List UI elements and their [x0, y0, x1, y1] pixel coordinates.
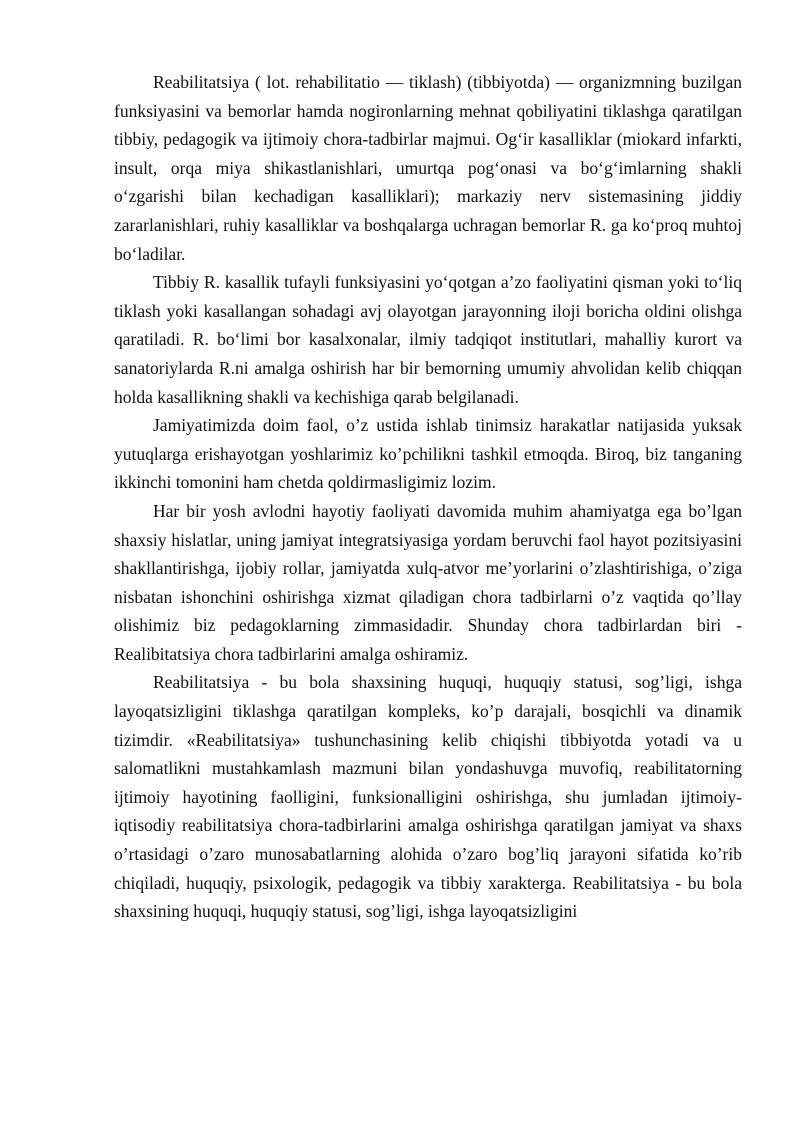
document-page	[114, 68, 742, 926]
paragraph-rehabilitation-definition: Reabilitatsiya ( lot. rehabilitatio — tiklash) (tibbiyotda) — organizmning buzilgan funksiyasini va bemorlar hamda nogironlarning mehnat qobiliyatini tiklashga qaratilgan tibbiy, pedagogik va ijtimoiy chora-tadbirlar majmui. Og‘ir kasalliklar (miokard infarkti, insult, orqa miya shikastlanishlari, umurtqa pog‘onasi va bo‘g‘imlarning shakli o‘zgarishi bilan kechadigan kasalliklari); markaziy nerv sistemasining jiddiy zararlanishlari, ruhiy kasalliklar va boshqalarga uchragan bemorlar R. ga ko‘proq muhtoj bo‘ladilar.	[114, 72, 742, 264]
paragraph-medical-rehabilitation: Tibbiy R. kasallik tufayli funksiyasini yo‘qotgan a’zo faoliyatini qisman yoki to‘liq tiklash yoki kasallangan sohadagi avj olayotgan jarayonning iloji boricha oldini olishga qaratiladi. R. bo‘limi bor kasalxonalar, ilmiy tadqiqot institutlari, mahalliy kurort va sanatoriylarda R.ni amalga oshirish har bir bemorning umumiy ahvolidan kelib chiqqan holda kasallikning shakli va kechishiga qarab belgilanadi.	[114, 272, 742, 407]
paragraph-active-youth: Jamiyatimizda doim faol, o’z ustida ishlab tinimsiz harakatlar natijasida yuksak yutuqlarga erishayotgan yoshlarimiz ko’pchilikni tashkil etmoqda. Biroq, biz tanganing ikkinchi tomonini ham chetda qoldirmasligimiz lozim.	[114, 415, 742, 493]
paragraph-rehabilitation-system: Reabilitatsiya - bu bola shaxsining huquqi, huquqiy statusi, sog’ligi, ishga layoqatsizligini tiklashga qaratilgan kompleks, ko’p darajali, bosqichli va dinamik tizimdir. «Reabilitatsiya» tushunchasining kelib chiqishi tibbiyotda yotadi va u salomatlikni mustahkamlash mazmuni bilan yondashuvga muvofiq, reabilitatorning ijtimoiy hayotining faolligini, funksionalligini oshirishga, shu jumladan ijtimoiy-iqtisodiy reabilitatsiya chora-tadbirlarini amalga oshirishga qaratilgan jamiyat va shaxs o’rtasidagi o’zaro munosabatlarning alohida o’zaro bog’liq jarayoni sifatida ko’rib chiqiladi, huquqiy, psixologik, pedagogik va tibbiy xarakterga. Reabilitatsiya - bu bola shaxsining huquqi, huquqiy statusi, sog’ligi, ishga layoqatsizligini	[114, 672, 742, 922]
paragraph-pedagogical-measures: Har bir yosh avlodni hayotiy faoliyati davomida muhim ahamiyatga ega bo’lgan shaxsiy hislatlar, uning jamiyat integratsiyasiga yordam beruvchi faol hayot pozitsiyasini shakllantirishga, ijobiy rollar, jamiyatda xulq-atvor me’yorlarini o’zlashtirishiga, o’ziga nisbatan ishonchini oshirishga xizmat qiladigan chora tadbirlarni o’z vaqtida qo’llay olishimiz biz pedagoklarning zimmasidadir. Shunday chora tadbirlardan biri - Realibitatsiya chora tadbirlarini amalga oshiramiz.	[114, 500, 742, 664]
